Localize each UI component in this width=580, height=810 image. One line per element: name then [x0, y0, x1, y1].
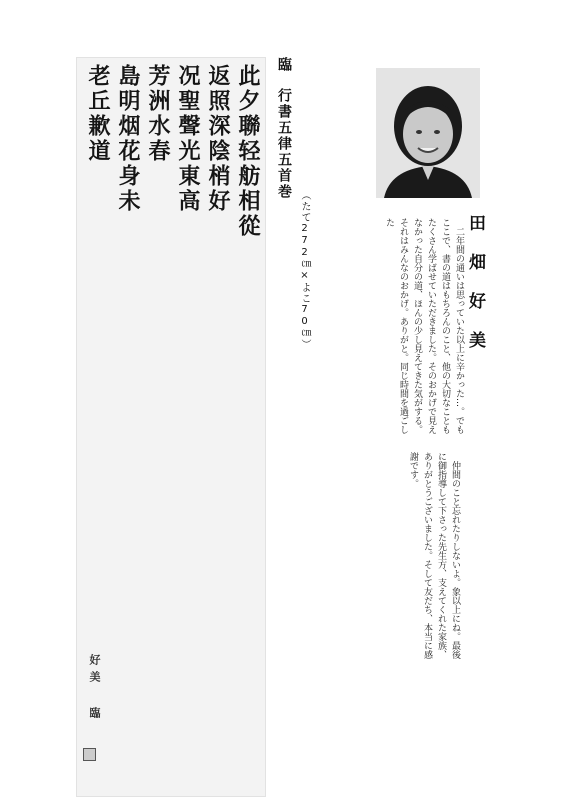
artwork-signature: 好美 臨 [88, 654, 101, 724]
essay-text [382, 218, 466, 440]
artwork-column: 返照深陰梢好 [205, 64, 231, 214]
artwork-column: 老丘歉道 [85, 64, 111, 164]
artwork-column: 此夕聯轻舫相從 [235, 64, 261, 239]
calligraphy-artwork [76, 57, 266, 797]
author-name: 田畑好美 [465, 214, 485, 370]
artwork-column: 島明烟花身未 [115, 64, 141, 214]
work-title: 行書五律五首巻 [276, 88, 292, 200]
seal-stamp-icon [83, 748, 96, 761]
essay-paragraph: 仲間のこと忘れたりしないよ。象以上にね。最後に御指導して下さった先生方、支えてくれた家族、ありがとうございました。そして友だち、本当に感謝です。 [408, 452, 460, 659]
artwork-column: 芳洲水春 [145, 64, 171, 164]
author-portrait [376, 68, 480, 198]
essay-text-continued [406, 452, 462, 662]
artwork-column: 况聖聲光東高 [175, 64, 201, 214]
title-rin: 臨 [276, 57, 292, 73]
essay-paragraph: 二年間の通いは思っていた以上に辛かった…。でもここで、書の道はもちろんのこと、他の大切なこともたくさん学ばせていただきました。そのおかげで見えなかった自分の道、ほんの少し見えてきた気がする。それはみんなのおかげ。ありがと。同じ時間を過ごした [384, 218, 464, 434]
work-dimensions: （たて272㎝×よこ70㎝） [299, 190, 310, 350]
